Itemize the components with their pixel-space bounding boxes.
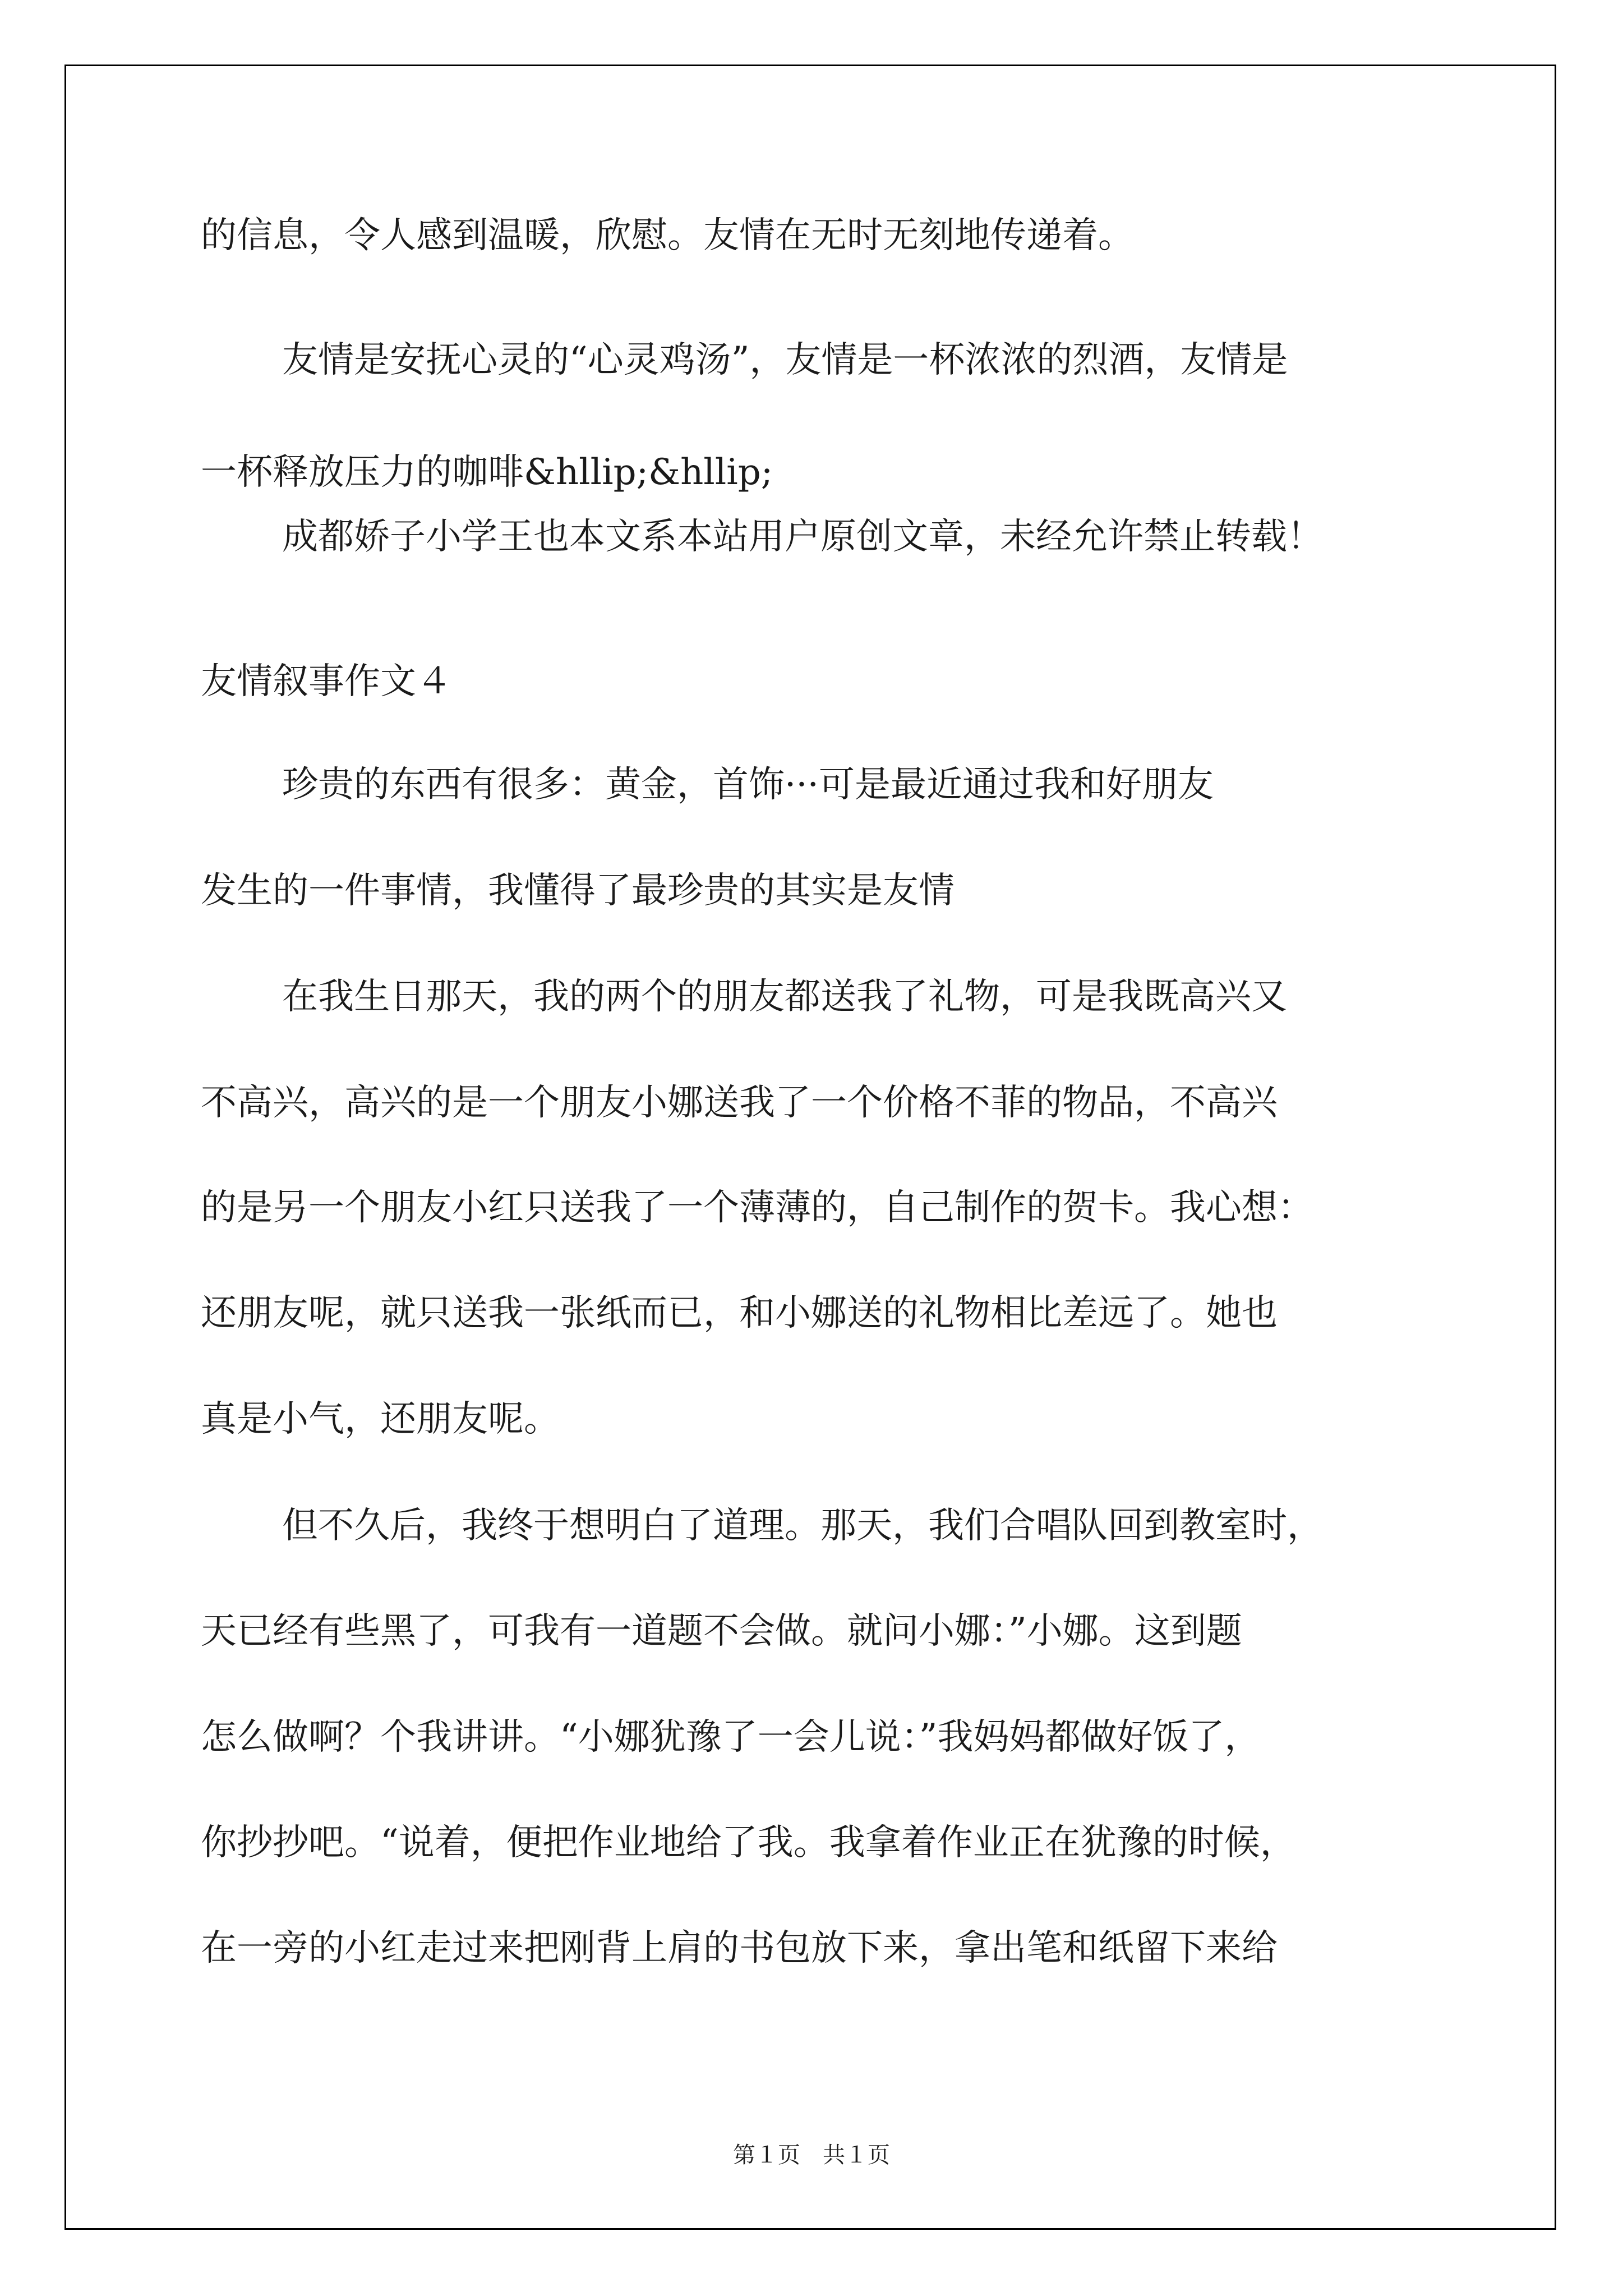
text-line: 还朋友呢，就只送我一张纸而已，和小娜送的礼物相比差远了。她也 xyxy=(201,1292,1278,1334)
text-line: 怎么做啊？个我讲讲。“小娜犹豫了一会儿说：”我妈妈都做好饭了， xyxy=(201,1717,1261,1758)
text-line: 天已经有些黑了，可我有一道题不会做。就问小娜：”小娜。这到题 xyxy=(201,1611,1242,1652)
text-line: 的信息，令人感到温暖，欣慰。友情在无时无刻地传递着。 xyxy=(201,215,1134,256)
text-line: 真是小气，还朋友呢。 xyxy=(201,1398,560,1440)
text-line: 不高兴，高兴的是一个朋友小娜送我了一个价格不菲的物品，不高兴 xyxy=(201,1082,1278,1124)
text-line: 一杯释放压力的咖啡&hllip;&hllip; xyxy=(201,452,773,493)
text-line: 发生的一件事情，我懂得了最珍贵的其实是友情 xyxy=(201,870,955,912)
page-footer: 第１页 共１页 xyxy=(733,2142,890,2168)
section-heading: 友情叙事作文４ xyxy=(201,661,452,702)
text-line: 你抄抄吧。“说着，便把作业地给了我。我拿着作业正在犹豫的时候， xyxy=(201,1822,1296,1864)
text-line: 成都娇子小学王也本文系本站用户原创文章，未经允许禁止转载！ xyxy=(282,516,1323,558)
text-line: 的是另一个朋友小红只送我了一个薄薄的，自己制作的贺卡。我心想： xyxy=(201,1187,1313,1228)
text-line: 在我生日那天，我的两个的朋友都送我了礼物，可是我既高兴又 xyxy=(282,976,1287,1018)
text-line: 友情是安抚心灵的“心灵鸡汤”，友情是一杯浓浓的烈酒，友情是 xyxy=(282,339,1288,381)
page-frame xyxy=(64,65,1556,2230)
text-line: 珍贵的东西有很多：黄金，首饰···可是最近通过我和好朋友 xyxy=(282,764,1214,806)
text-line: 在一旁的小红走过来把刚背上肩的书包放下来，拿出笔和纸留下来给 xyxy=(201,1927,1278,1969)
text-line: 但不久后，我终于想明白了道理。那天，我们合唱队回到教室时， xyxy=(282,1505,1323,1547)
